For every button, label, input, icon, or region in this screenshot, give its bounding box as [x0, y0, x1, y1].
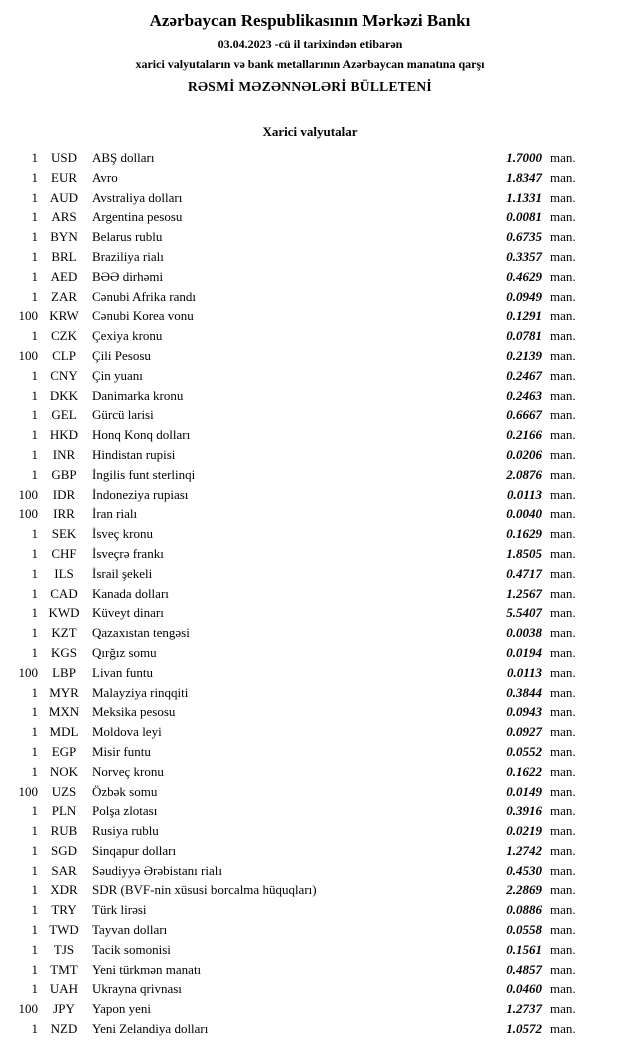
row-rate-value: 0.1291 — [506, 308, 542, 324]
currency-row — [6, 346, 584, 366]
currency-row — [6, 148, 584, 168]
row-currency-name: Meksika pesosu — [92, 704, 176, 720]
row-unit-label: man. — [550, 268, 576, 284]
row-currency-name: İsveçrə frankı — [92, 545, 164, 561]
row-currency-name: Avro — [92, 169, 118, 185]
row-currency-code: INR — [52, 446, 76, 462]
row-currency-code: LBP — [52, 664, 76, 680]
currency-row — [6, 801, 584, 821]
row-quantity: 1 — [31, 605, 38, 621]
row-rate-value: 0.0194 — [506, 644, 542, 660]
row-unit-label: man. — [550, 248, 576, 264]
row-unit-label: man. — [550, 308, 576, 324]
row-quantity: 1 — [31, 427, 38, 443]
currency-row — [6, 188, 584, 208]
row-currency-name: İsveç kronu — [92, 526, 154, 542]
row-currency-code: EUR — [51, 169, 77, 185]
currency-row — [6, 326, 584, 346]
row-currency-code: BYN — [50, 229, 78, 245]
row-unit-label: man. — [550, 288, 576, 304]
row-quantity: 1 — [31, 882, 38, 898]
row-quantity: 1 — [31, 585, 38, 601]
row-rate-value: 0.0460 — [506, 981, 542, 997]
row-currency-code: UZS — [51, 783, 77, 799]
subject-line: xarici valyutaların və bank metallarının Azərbaycan manatına qarşı — [135, 57, 485, 71]
row-rate-value: 0.0781 — [506, 328, 542, 344]
row-rate-value: 0.3357 — [506, 248, 542, 264]
row-rate-value: 0.2166 — [506, 427, 542, 443]
currency-row — [6, 584, 584, 604]
row-quantity: 100 — [18, 506, 38, 522]
row-quantity: 1 — [31, 625, 38, 641]
currency-row — [6, 386, 584, 406]
row-quantity: 1 — [31, 248, 38, 264]
row-unit-label: man. — [550, 407, 576, 423]
currency-row — [6, 821, 584, 841]
row-currency-code: USD — [50, 150, 77, 165]
row-unit-label: man. — [550, 684, 576, 700]
row-unit-label: man. — [550, 724, 576, 740]
row-quantity: 1 — [31, 724, 38, 740]
row-rate-value: 0.0113 — [506, 486, 542, 502]
row-unit-label: man. — [550, 842, 576, 858]
row-unit-label: man. — [550, 427, 576, 443]
row-currency-name: Qazaxıstan tengəsi — [92, 625, 190, 641]
row-quantity: 100 — [18, 664, 38, 680]
row-quantity: 1 — [31, 862, 38, 878]
row-currency-name: İran rialı — [92, 506, 138, 522]
row-unit-label: man. — [550, 189, 576, 205]
row-currency-name: Sinqapur dolları — [92, 842, 177, 858]
currency-row — [6, 207, 584, 227]
row-currency-code: KGS — [50, 644, 77, 660]
row-currency-name: BƏƏ dirhəmi — [92, 268, 164, 284]
row-unit-label: man. — [550, 545, 576, 561]
row-currency-name: Braziliya rialı — [92, 248, 164, 264]
row-currency-code: EGP — [51, 743, 77, 759]
row-quantity: 1 — [31, 823, 38, 839]
row-rate-value: 1.2742 — [506, 842, 542, 858]
row-rate-value: 5.5407 — [506, 605, 542, 621]
row-currency-name: SDR (BVF-nin xüsusi borcalma hüquqları) — [92, 882, 317, 898]
row-quantity: 1 — [31, 446, 38, 462]
row-currency-code: HKD — [49, 427, 79, 443]
row-rate-value: 0.0219 — [506, 823, 542, 839]
currency-row — [6, 960, 584, 980]
row-rate-value: 0.0552 — [506, 743, 542, 759]
row-rate-value: 0.1561 — [506, 941, 542, 957]
row-rate-value: 0.6667 — [506, 407, 542, 423]
row-currency-name: Misir funtu — [92, 743, 151, 759]
currency-row — [6, 366, 584, 386]
row-rate-value: 2.2869 — [506, 882, 542, 898]
row-quantity: 1 — [31, 387, 38, 403]
row-currency-code: TWD — [49, 922, 79, 938]
row-rate-value: 2.0876 — [506, 466, 542, 482]
row-rate-value: 0.1629 — [506, 526, 542, 542]
row-rate-value: 1.0572 — [506, 1021, 542, 1037]
currency-row — [6, 247, 584, 267]
row-unit-label: man. — [550, 466, 576, 482]
row-quantity: 1 — [31, 209, 38, 225]
row-rate-value: 0.0081 — [506, 209, 542, 225]
effective-date-line: 03.04.2023 -cü il tarixindən etibarən — [217, 37, 403, 51]
currency-row — [6, 742, 584, 762]
row-currency-name: İsrail şekeli — [92, 565, 153, 581]
row-quantity: 1 — [31, 981, 38, 997]
currency-row — [6, 465, 584, 485]
row-quantity: 100 — [18, 347, 38, 363]
row-rate-value: 1.8347 — [506, 169, 542, 185]
row-currency-name: Küveyt dinarı — [92, 605, 164, 621]
row-rate-value: 0.0886 — [506, 902, 542, 918]
row-currency-code: CHF — [51, 545, 77, 561]
row-unit-label: man. — [550, 862, 576, 878]
currency-row — [6, 663, 584, 683]
row-quantity: 1 — [31, 902, 38, 918]
row-unit-label: man. — [550, 704, 576, 720]
row-currency-name: İngilis funt sterlinqi — [92, 466, 196, 482]
row-currency-code: IRR — [53, 506, 75, 522]
row-quantity: 1 — [31, 704, 38, 720]
row-unit-label: man. — [550, 743, 576, 759]
row-currency-code: CZK — [51, 328, 77, 344]
currency-row — [6, 504, 584, 524]
row-rate-value: 0.0949 — [506, 288, 542, 304]
row-currency-name: Səudiyyə Ərəbistanı rialı — [92, 862, 222, 878]
row-quantity: 1 — [31, 941, 38, 957]
row-currency-code: KWD — [48, 605, 80, 621]
currency-row — [6, 485, 584, 505]
row-currency-name: Yeni Zelandiya dolları — [92, 1021, 209, 1037]
row-currency-code: MXN — [48, 704, 80, 720]
row-quantity: 1 — [31, 328, 38, 344]
row-unit-label: man. — [550, 1001, 576, 1017]
row-quantity: 1 — [31, 763, 38, 779]
currency-row — [6, 1019, 584, 1039]
row-quantity: 1 — [31, 743, 38, 759]
bulletin-title: RƏSMİ MƏZƏNNƏLƏRİ BÜLLETENİ — [187, 79, 432, 94]
row-unit-label: man. — [550, 961, 576, 977]
currency-row — [6, 702, 584, 722]
bulletin-header — [0, 10, 620, 95]
row-currency-code: MDL — [49, 724, 79, 740]
row-quantity: 1 — [31, 644, 38, 660]
currency-row — [6, 643, 584, 663]
row-quantity: 1 — [31, 229, 38, 245]
row-currency-code: GEL — [51, 407, 77, 423]
currency-row — [6, 227, 584, 247]
currency-row — [6, 425, 584, 445]
row-currency-name: Gürcü larisi — [92, 407, 154, 423]
currency-row — [6, 524, 584, 544]
row-quantity: 1 — [31, 961, 38, 977]
row-currency-code: MYR — [49, 684, 79, 700]
row-currency-name: Yeni türkmən manatı — [92, 961, 202, 977]
currency-row — [6, 762, 584, 782]
currency-row — [6, 920, 584, 940]
row-unit-label: man. — [550, 150, 576, 165]
row-unit-label: man. — [550, 902, 576, 918]
row-unit-label: man. — [550, 229, 576, 245]
row-unit-label: man. — [550, 526, 576, 542]
row-unit-label: man. — [550, 803, 576, 819]
row-currency-name: Danimarka kronu — [92, 387, 184, 403]
row-quantity: 1 — [31, 268, 38, 284]
row-currency-name: Çili Pesosu — [92, 347, 151, 363]
row-currency-code: ILS — [54, 565, 74, 581]
row-rate-value: 0.4530 — [506, 862, 542, 878]
row-unit-label: man. — [550, 664, 576, 680]
row-unit-label: man. — [550, 763, 576, 779]
row-unit-label: man. — [550, 882, 576, 898]
row-currency-code: SAR — [51, 862, 77, 878]
row-quantity: 1 — [31, 169, 38, 185]
row-rate-value: 0.2139 — [506, 347, 542, 363]
currency-row — [6, 722, 584, 742]
row-currency-code: CLP — [52, 347, 76, 363]
row-rate-value: 0.0558 — [506, 922, 542, 938]
row-currency-name: Honq Konq dolları — [92, 427, 191, 443]
row-currency-code: IDR — [52, 486, 76, 502]
row-rate-value: 1.2567 — [506, 585, 542, 601]
row-currency-name: Rusiya rublu — [92, 823, 159, 839]
row-rate-value: 1.2737 — [506, 1001, 542, 1017]
row-rate-value: 0.6735 — [506, 229, 542, 245]
row-quantity: 1 — [31, 288, 38, 304]
row-currency-name: Belarus rublu — [92, 229, 163, 245]
row-rate-value: 0.4629 — [506, 268, 542, 284]
row-unit-label: man. — [550, 169, 576, 185]
row-rate-value: 0.4857 — [506, 961, 542, 977]
row-unit-label: man. — [550, 605, 576, 621]
row-quantity: 100 — [18, 308, 38, 324]
row-quantity: 1 — [31, 842, 38, 858]
row-rate-value: 0.0927 — [506, 724, 542, 740]
row-rate-value: 0.1622 — [506, 763, 542, 779]
row-currency-name: Argentina pesosu — [92, 209, 183, 225]
row-quantity: 1 — [31, 407, 38, 423]
row-currency-name: Ukrayna qrivnası — [92, 981, 182, 997]
row-currency-name: Polşa zlotası — [92, 803, 158, 819]
row-currency-code: RUB — [50, 823, 78, 839]
row-currency-code: KRW — [49, 308, 79, 324]
row-currency-code: TMT — [50, 961, 78, 977]
row-quantity: 1 — [31, 150, 38, 165]
row-currency-code: KZT — [51, 625, 77, 641]
row-quantity: 1 — [31, 684, 38, 700]
row-unit-label: man. — [550, 209, 576, 225]
row-currency-code: UAH — [49, 981, 79, 997]
row-rate-value: 0.0038 — [506, 625, 542, 641]
row-currency-name: Çexiya kronu — [92, 328, 163, 344]
row-quantity: 100 — [18, 783, 38, 799]
row-unit-label: man. — [550, 644, 576, 660]
row-currency-name: İndoneziya rupiası — [92, 486, 189, 502]
row-unit-label: man. — [550, 1021, 576, 1037]
row-quantity: 1 — [31, 545, 38, 561]
row-currency-code: CAD — [50, 585, 78, 601]
currency-row — [6, 306, 584, 326]
row-currency-name: Moldova leyi — [92, 724, 162, 740]
row-currency-name: Cənubi Korea vonu — [92, 308, 194, 324]
row-currency-code: NOK — [49, 763, 79, 779]
row-unit-label: man. — [550, 585, 576, 601]
row-currency-name: Qırğız somu — [92, 644, 157, 660]
row-currency-name: Çin yuanı — [92, 367, 143, 383]
row-currency-name: Avstraliya dolları — [92, 189, 183, 205]
row-currency-code: SGD — [50, 842, 77, 858]
row-quantity: 1 — [31, 1021, 38, 1037]
row-rate-value: 0.0040 — [506, 506, 542, 522]
row-currency-name: Türk lirəsi — [92, 902, 147, 918]
row-quantity: 1 — [31, 803, 38, 819]
row-unit-label: man. — [550, 446, 576, 462]
bank-title: Azərbaycan Respublikasının Mərkəzi Bankı — [149, 11, 471, 30]
currency-row — [6, 287, 584, 307]
row-quantity: 1 — [31, 565, 38, 581]
row-currency-code: XDR — [50, 882, 78, 898]
currency-row — [6, 445, 584, 465]
currency-row — [6, 782, 584, 802]
currency-row — [6, 603, 584, 623]
row-currency-code: GBP — [51, 466, 77, 482]
currency-row — [6, 683, 584, 703]
currency-rates-table — [0, 148, 620, 1039]
row-currency-code: CNY — [50, 367, 78, 383]
currency-row — [6, 880, 584, 900]
currency-row — [6, 544, 584, 564]
currency-row — [6, 940, 584, 960]
row-currency-name: Yapon yeni — [92, 1001, 151, 1017]
row-rate-value: 1.7000 — [506, 150, 542, 165]
row-unit-label: man. — [550, 783, 576, 799]
row-quantity: 1 — [31, 189, 38, 205]
row-quantity: 1 — [31, 526, 38, 542]
row-unit-label: man. — [550, 625, 576, 641]
row-currency-name: Kanada dolları — [92, 585, 169, 601]
currency-row — [6, 999, 584, 1019]
row-quantity: 100 — [18, 486, 38, 502]
currency-row — [6, 861, 584, 881]
row-rate-value: 0.2463 — [506, 387, 542, 403]
currency-row — [6, 979, 584, 999]
row-currency-code: TRY — [51, 902, 77, 918]
row-quantity: 100 — [18, 1001, 38, 1017]
row-currency-code: ARS — [51, 209, 77, 225]
row-currency-name: Tayvan dolları — [92, 922, 168, 938]
row-currency-code: ZAR — [51, 288, 77, 304]
row-rate-value: 0.0113 — [506, 664, 542, 680]
row-currency-code: BRL — [51, 248, 77, 264]
row-currency-code: SEK — [51, 526, 77, 542]
row-rate-value: 0.0943 — [506, 704, 542, 720]
row-rate-value: 1.8505 — [506, 545, 542, 561]
section-title-foreign-currencies: Xarici valyutalar — [262, 124, 358, 139]
row-unit-label: man. — [550, 506, 576, 522]
row-rate-value: 0.4717 — [506, 565, 542, 581]
row-currency-name: Norveç kronu — [92, 763, 164, 779]
currency-row — [6, 623, 584, 643]
row-rate-value: 0.3916 — [506, 803, 542, 819]
row-quantity: 1 — [31, 922, 38, 938]
row-quantity: 1 — [31, 367, 38, 383]
row-rate-value: 0.0206 — [506, 446, 542, 462]
row-currency-code: JPY — [53, 1001, 75, 1017]
currency-row — [6, 564, 584, 584]
row-unit-label: man. — [550, 367, 576, 383]
row-unit-label: man. — [550, 823, 576, 839]
row-quantity: 1 — [31, 466, 38, 482]
row-rate-value: 1.1331 — [506, 189, 542, 205]
row-currency-code: AUD — [49, 189, 79, 205]
row-currency-name: Hindistan rupisi — [92, 446, 176, 462]
row-currency-name: Özbək somu — [92, 783, 158, 799]
row-currency-name: Cənubi Afrika randı — [92, 288, 196, 304]
row-currency-name: ABŞ dolları — [92, 150, 155, 165]
row-currency-name: Livan funtu — [92, 664, 154, 680]
row-unit-label: man. — [550, 486, 576, 502]
row-unit-label: man. — [550, 347, 576, 363]
row-unit-label: man. — [550, 941, 576, 957]
row-unit-label: man. — [550, 922, 576, 938]
row-currency-name: Malayziya rinqqiti — [92, 684, 189, 700]
row-currency-code: AED — [50, 268, 78, 284]
row-unit-label: man. — [550, 981, 576, 997]
row-rate-value: 0.2467 — [506, 367, 542, 383]
row-rate-value: 0.0149 — [506, 783, 542, 799]
row-currency-code: TJS — [53, 941, 75, 957]
currency-row — [6, 267, 584, 287]
currency-row — [6, 841, 584, 861]
row-currency-name: Tacik somonisi — [92, 941, 171, 957]
currency-row — [6, 168, 584, 188]
row-unit-label: man. — [550, 565, 576, 581]
row-currency-code: DKK — [49, 387, 79, 403]
row-rate-value: 0.3844 — [506, 684, 542, 700]
currency-row — [6, 405, 584, 425]
row-unit-label: man. — [550, 328, 576, 344]
currency-row — [6, 900, 584, 920]
row-currency-code: NZD — [50, 1021, 78, 1037]
row-unit-label: man. — [550, 387, 576, 403]
row-currency-code: PLN — [51, 803, 77, 819]
